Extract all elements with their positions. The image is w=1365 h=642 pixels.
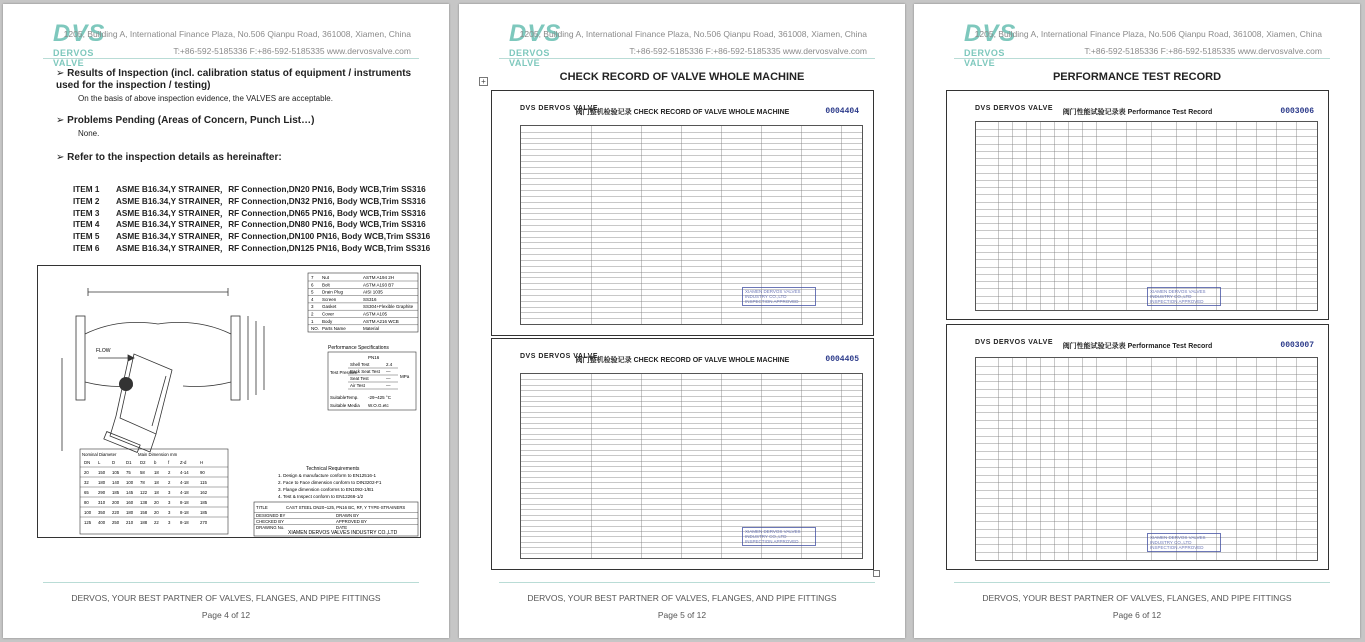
dim-cell: 105 bbox=[112, 470, 120, 475]
perf-cell-value: — bbox=[386, 369, 391, 374]
tech-line: 2. Face to Face dimension conform to DIN3202-F1 bbox=[278, 480, 382, 485]
item-list bbox=[73, 184, 430, 255]
parts-cell-name: Nut bbox=[322, 275, 330, 280]
parts-cell-material: ASTM A105 bbox=[363, 311, 388, 317]
document-page-4 bbox=[3, 4, 449, 638]
header-address: 1205, Building A, International Finance Plaza, No.506 Qianpu Road, 361008, Xiamen, China bbox=[519, 29, 867, 39]
flow-label: FLOW bbox=[96, 348, 111, 354]
dim-cell: 185 bbox=[112, 490, 120, 495]
dim-cell: 145 bbox=[126, 490, 134, 495]
perf-cell-value: — bbox=[386, 383, 391, 388]
dim-cell: 4-14 bbox=[180, 470, 189, 475]
dim-cell: 4-18 bbox=[180, 480, 189, 485]
dim-cell: 350 bbox=[98, 510, 106, 515]
dim-cell: 210 bbox=[126, 520, 134, 525]
dim-col-header: D bbox=[112, 460, 116, 465]
dim-cell: 2 bbox=[168, 470, 171, 475]
dim-cell: 18 bbox=[154, 490, 159, 495]
parts-table bbox=[308, 273, 418, 332]
strainer-drawing-svg bbox=[38, 266, 422, 539]
dim-cell: 20 bbox=[84, 470, 89, 475]
sign-label: CHECKED BY bbox=[256, 519, 284, 524]
scan-form-grid bbox=[975, 121, 1318, 311]
dim-col-header: b bbox=[154, 460, 157, 465]
dim-col-header: H bbox=[200, 460, 204, 465]
dim-cell: 8-18 bbox=[180, 520, 189, 525]
dim-cell: 3 bbox=[168, 490, 171, 495]
dim-cell: 188 bbox=[140, 520, 148, 525]
dim-cell: 32 bbox=[84, 480, 89, 485]
parts-cell-name: Cover bbox=[322, 311, 335, 317]
problems-heading: ➢ Problems Pending (Areas of Concern, Punch List…) bbox=[56, 115, 314, 127]
dim-cell: 122 bbox=[140, 490, 148, 495]
scanned-check-record-1 bbox=[491, 90, 874, 336]
page-header-address bbox=[64, 26, 411, 60]
parts-cell-no: NO. bbox=[311, 326, 320, 332]
dim-cell: 162 bbox=[200, 490, 208, 495]
scan-serial: 0003006 bbox=[1280, 107, 1314, 116]
drawing-company: XIAMEN DERVOS VALVES INDUSTRY CO.,LTD bbox=[288, 530, 398, 536]
dim-cell: 58 bbox=[140, 470, 145, 475]
footer-tagline: DERVOS, YOUR BEST PARTNER OF VALVES, FLANGES, AND PIPE FITTINGS bbox=[527, 593, 837, 603]
item-description: ASME B16.34,Y STRAINER，RF Connection,DN100 PN16, Body WCB,Trim SS316 bbox=[116, 232, 431, 242]
tech-line: 4. Test & Inspect conform to EN12266-1/2 bbox=[278, 494, 364, 499]
footer-divider bbox=[954, 582, 1330, 583]
dim-cell: 310 bbox=[98, 500, 106, 505]
logo-mark: DVS bbox=[964, 20, 1017, 47]
header-divider bbox=[43, 58, 419, 59]
logo-name: DERVOS VALVE bbox=[509, 48, 550, 68]
technical-requirements bbox=[278, 466, 382, 499]
scan-brand: DVS DERVOS VALVE bbox=[975, 339, 1054, 346]
sign-label: DRAWN BY bbox=[336, 513, 359, 518]
screen-plug-mark bbox=[119, 377, 133, 391]
page-header-address bbox=[975, 26, 1322, 60]
scan-brand: DVS DERVOS VALVE bbox=[520, 353, 599, 360]
scan-serial: 0004404 bbox=[825, 107, 859, 116]
parts-cell-no: 6 bbox=[311, 282, 314, 288]
parts-cell-name: Drain Plug bbox=[322, 289, 344, 295]
list-item bbox=[73, 219, 430, 231]
parts-cell-material: SS316 bbox=[363, 296, 377, 302]
parts-cell-name: Parts Name bbox=[322, 326, 346, 332]
dim-cell: 8-18 bbox=[180, 500, 189, 505]
document-page-6 bbox=[914, 4, 1360, 638]
dim-cell: 290 bbox=[98, 490, 106, 495]
sign-label: DESIGNED BY bbox=[256, 513, 286, 518]
footer-divider bbox=[499, 582, 875, 583]
item-label: ITEM 4 bbox=[73, 220, 100, 230]
dim-cell: 3 bbox=[168, 520, 171, 525]
header-contact: T:+86-592-5185336 F:+86-592-5185335 www.dervosvalve.com bbox=[629, 46, 867, 56]
scan-serial: 0003007 bbox=[1280, 341, 1314, 350]
valve-section-sketch bbox=[62, 288, 264, 452]
dim-cell: 100 bbox=[84, 510, 92, 515]
logo-mark: DVS bbox=[53, 20, 106, 47]
perf-pn: PN16 bbox=[368, 355, 380, 360]
list-item bbox=[73, 231, 430, 243]
perf-test-label: Test Pressure bbox=[330, 370, 358, 375]
dim-cell: 3 bbox=[168, 500, 171, 505]
dim-cell: 150 bbox=[98, 470, 106, 475]
perf-title: Performance Specifications bbox=[328, 345, 389, 351]
perf-cell-value: — bbox=[386, 376, 391, 381]
dim-cell: 270 bbox=[200, 520, 208, 525]
scan-grid-lines bbox=[976, 122, 1317, 310]
strainer-drawing bbox=[37, 265, 421, 538]
scan-title: 阀门整机检验记录 CHECK RECORD OF VALVE WHOLE MACHINE bbox=[575, 357, 790, 364]
page-number: Page 6 of 12 bbox=[1112, 610, 1162, 620]
dim-cell: 200 bbox=[112, 500, 120, 505]
header-divider bbox=[499, 58, 875, 59]
parts-cell-no: 7 bbox=[311, 275, 314, 280]
perf-cell-test: Air Test bbox=[350, 383, 365, 388]
perf-cell-value: 2.4 bbox=[386, 362, 393, 367]
footer-tagline: DERVOS, YOUR BEST PARTNER OF VALVES, FLANGES, AND PIPE FITTINGS bbox=[71, 593, 381, 603]
dim-cell: 100 bbox=[126, 480, 134, 485]
record-title: PERFORMANCE TEST RECORD bbox=[1052, 71, 1222, 83]
perf-unit: MPa bbox=[400, 374, 410, 379]
dim-header-nominal: Nominal Diameter bbox=[82, 452, 117, 457]
page-number: Page 5 of 12 bbox=[657, 610, 707, 620]
dim-cell: 115 bbox=[200, 480, 207, 485]
dim-col-header: D1 bbox=[126, 460, 132, 465]
scan-brand: DVS DERVOS VALVE bbox=[975, 105, 1054, 112]
page-header-address bbox=[520, 26, 867, 60]
dim-cell: 8-18 bbox=[180, 510, 189, 515]
scanned-performance-record-1 bbox=[946, 90, 1329, 320]
parts-cell-no: 1 bbox=[311, 318, 314, 324]
dim-cell: 20 bbox=[154, 510, 159, 515]
parts-cell-name: Screen bbox=[322, 296, 337, 302]
parts-cell-name: Body bbox=[322, 318, 333, 324]
dimension-table bbox=[80, 449, 228, 534]
item-description: ASME B16.34,Y STRAINER，RF Connection,DN65 PN16, Body WCB,Trim SS316 bbox=[116, 208, 426, 218]
parts-cell-name: Bolt bbox=[322, 282, 330, 288]
scan-title: 阀门性能试验记录表 Performance Test Record bbox=[1062, 109, 1213, 116]
tech-line: 1. Design & manufacture conform to EN12516-1 bbox=[278, 473, 377, 478]
item-description: ASME B16.34,Y STRAINER，RF Connection,DN32 PN16, Body WCB,Trim SS316 bbox=[116, 196, 426, 206]
dim-cell: 65 bbox=[84, 490, 89, 495]
dim-cell: 90 bbox=[200, 470, 205, 475]
move-handle-icon[interactable]: + bbox=[479, 77, 488, 86]
sign-label: DRAWING No. bbox=[256, 525, 285, 530]
scan-title: 阀门整机检验记录 CHECK RECORD OF VALVE WHOLE MACHINE bbox=[575, 109, 790, 116]
scan-brand: DVS DERVOS VALVE bbox=[520, 105, 599, 112]
dim-cell: 180 bbox=[98, 480, 106, 485]
resize-handle-icon[interactable] bbox=[873, 570, 880, 577]
dim-cell: 20 bbox=[154, 500, 159, 505]
sign-label: DATE bbox=[336, 525, 348, 530]
title-block bbox=[254, 502, 418, 536]
parts-cell-material: Material bbox=[363, 326, 380, 332]
dim-cell: 185 bbox=[200, 500, 208, 505]
scan-serial: 0004405 bbox=[825, 355, 859, 364]
title-label: TITLE bbox=[256, 505, 268, 510]
dim-col-header: DN bbox=[84, 460, 91, 465]
parts-cell-no: 3 bbox=[311, 304, 314, 310]
header-contact: T:+86-592-5185336 F:+86-592-5185335 www.dervosvalve.com bbox=[1084, 46, 1322, 56]
sign-label: APPROVED BY bbox=[336, 519, 367, 524]
item-label: ITEM 6 bbox=[73, 243, 100, 253]
logo-name: DERVOS VALVE bbox=[53, 48, 94, 68]
results-text: On the basis of above inspection evidence, the VALVES are acceptable. bbox=[78, 94, 333, 103]
dim-cell: 400 bbox=[98, 520, 106, 525]
problems-text: None. bbox=[78, 129, 100, 138]
dim-header-main: Main Dimension mm bbox=[138, 452, 178, 457]
inspection-stamp: XIAMEN DERVOS VALVES INDUSTRY CO.,LTD INSPECTION APPROVED bbox=[742, 527, 816, 546]
item-label: ITEM 2 bbox=[73, 196, 100, 206]
parts-cell-material: AISI 1035 bbox=[363, 289, 383, 295]
results-heading: ➢ Results of Inspection (incl. calibration status of equipment / instruments used for the inspection / testing) bbox=[56, 68, 416, 92]
list-item bbox=[73, 208, 430, 220]
perf-cell-test: Seat Test bbox=[350, 376, 369, 381]
parts-cell-no: 4 bbox=[311, 296, 314, 302]
dim-cell: 220 bbox=[112, 510, 120, 515]
parts-cell-name: Gasket bbox=[322, 304, 337, 310]
header-address: 1205, Building A, International Finance Plaza, No.506 Qianpu Road, 361008, Xiamen, China bbox=[63, 29, 411, 39]
scanned-performance-record-2 bbox=[946, 324, 1329, 570]
page-number: Page 4 of 12 bbox=[201, 610, 251, 620]
dim-cell: 78 bbox=[140, 480, 145, 485]
performance-specs bbox=[328, 345, 416, 410]
parts-cell-material: ASTM A193 B7 bbox=[363, 282, 394, 288]
dim-cell: 140 bbox=[112, 480, 120, 485]
inspection-stamp: XIAMEN DERVOS VALVES INDUSTRY CO.,LTD INSPECTION APPROVED bbox=[1147, 533, 1221, 552]
parts-cell-no: 5 bbox=[311, 289, 314, 295]
parts-cell-material: ASTM A216 WCB bbox=[363, 318, 399, 324]
header-divider bbox=[954, 58, 1330, 59]
scan-title: 阀门性能试验记录表 Performance Test Record bbox=[1062, 343, 1213, 350]
dim-col-header: f bbox=[168, 460, 170, 465]
dim-cell: 22 bbox=[154, 520, 159, 525]
suitable-temp: -29~425 °C bbox=[368, 395, 391, 400]
footer-divider bbox=[43, 582, 419, 583]
header-contact: T:+86-592-5185336 F:+86-592-5185335 www.dervosvalve.com bbox=[173, 46, 411, 56]
dim-col-header: D2 bbox=[140, 460, 146, 465]
tech-line: 3. Flange dimension conforms to EN1092-1/B1 bbox=[278, 487, 374, 492]
dim-cell: 125 bbox=[84, 520, 92, 525]
title-value: CAST STEEL DN20~125, PN16 BC, RF, Y TYPE-STRAINERS bbox=[286, 505, 406, 510]
item-description: ASME B16.34,Y STRAINER，RF Connection,DN80 PN16, Body WCB,Trim SS316 bbox=[116, 220, 426, 230]
scan-grid-lines bbox=[976, 358, 1317, 560]
parts-cell-material: SS304+Flexible Graphite bbox=[363, 304, 414, 310]
dim-cell: 180 bbox=[126, 510, 134, 515]
suitable-media-label: Suitable Media bbox=[330, 403, 360, 408]
item-label: ITEM 1 bbox=[73, 185, 100, 194]
list-item bbox=[73, 243, 430, 255]
dim-cell: 18 bbox=[154, 480, 159, 485]
tech-title: Technical Requirements bbox=[306, 466, 360, 472]
dim-cell: 138 bbox=[140, 500, 148, 505]
refer-heading: ➢ Refer to the inspection details as hereinafter: bbox=[56, 152, 282, 164]
dim-col-header: L bbox=[98, 460, 101, 465]
dim-cell: 4-18 bbox=[180, 490, 189, 495]
suitable-media: W.O.G.etc bbox=[368, 403, 389, 408]
perf-cell-test: Shell Test bbox=[350, 362, 370, 367]
logo-mark: DVS bbox=[509, 20, 562, 47]
record-title: CHECK RECORD OF VALVE WHOLE MACHINE bbox=[559, 71, 805, 83]
scan-form-grid bbox=[975, 357, 1318, 561]
parts-cell-no: 2 bbox=[311, 311, 314, 317]
list-item bbox=[73, 184, 430, 196]
parts-cell-material: ASTM A194 2H bbox=[363, 275, 395, 280]
item-label: ITEM 3 bbox=[73, 208, 100, 218]
suitable-temp-label: SuitableTemp. bbox=[330, 395, 359, 400]
dim-cell: 3 bbox=[168, 510, 171, 515]
dim-cell: 185 bbox=[200, 510, 208, 515]
dim-cell: 75 bbox=[126, 470, 131, 475]
item-label: ITEM 5 bbox=[73, 232, 100, 242]
dim-col-header: Z-d bbox=[180, 460, 187, 465]
scanned-check-record-2 bbox=[491, 338, 874, 570]
document-page-5 bbox=[459, 4, 905, 638]
dim-cell: 18 bbox=[154, 470, 159, 475]
dim-cell: 158 bbox=[140, 510, 148, 515]
inspection-stamp: XIAMEN DERVOS VALVES INDUSTRY CO.,LTD INSPECTION APPROVED bbox=[1147, 287, 1221, 306]
dim-cell: 160 bbox=[126, 500, 134, 505]
item-description: ASME B16.34,Y STRAINER，RF Connection,DN20 PN16, Body WCB,Trim SS316 bbox=[116, 185, 426, 194]
dim-cell: 2 bbox=[168, 480, 171, 485]
dim-cell: 250 bbox=[112, 520, 120, 525]
item-description: ASME B16.34,Y STRAINER，RF Connection,DN125 PN16, Body WCB,Trim SS316 bbox=[116, 243, 431, 253]
logo-name: DERVOS VALVE bbox=[964, 48, 1005, 68]
list-item bbox=[73, 196, 430, 208]
dim-cell: 80 bbox=[84, 500, 89, 505]
perf-cell-test: Back Seat Test bbox=[350, 369, 380, 374]
footer-tagline: DERVOS, YOUR BEST PARTNER OF VALVES, FLANGES, AND PIPE FITTINGS bbox=[982, 593, 1292, 603]
header-address: 1205, Building A, International Finance Plaza, No.506 Qianpu Road, 361008, Xiamen, China bbox=[974, 29, 1322, 39]
inspection-stamp: XIAMEN DERVOS VALVES INDUSTRY CO.,LTD INSPECTION APPROVED bbox=[742, 287, 816, 306]
